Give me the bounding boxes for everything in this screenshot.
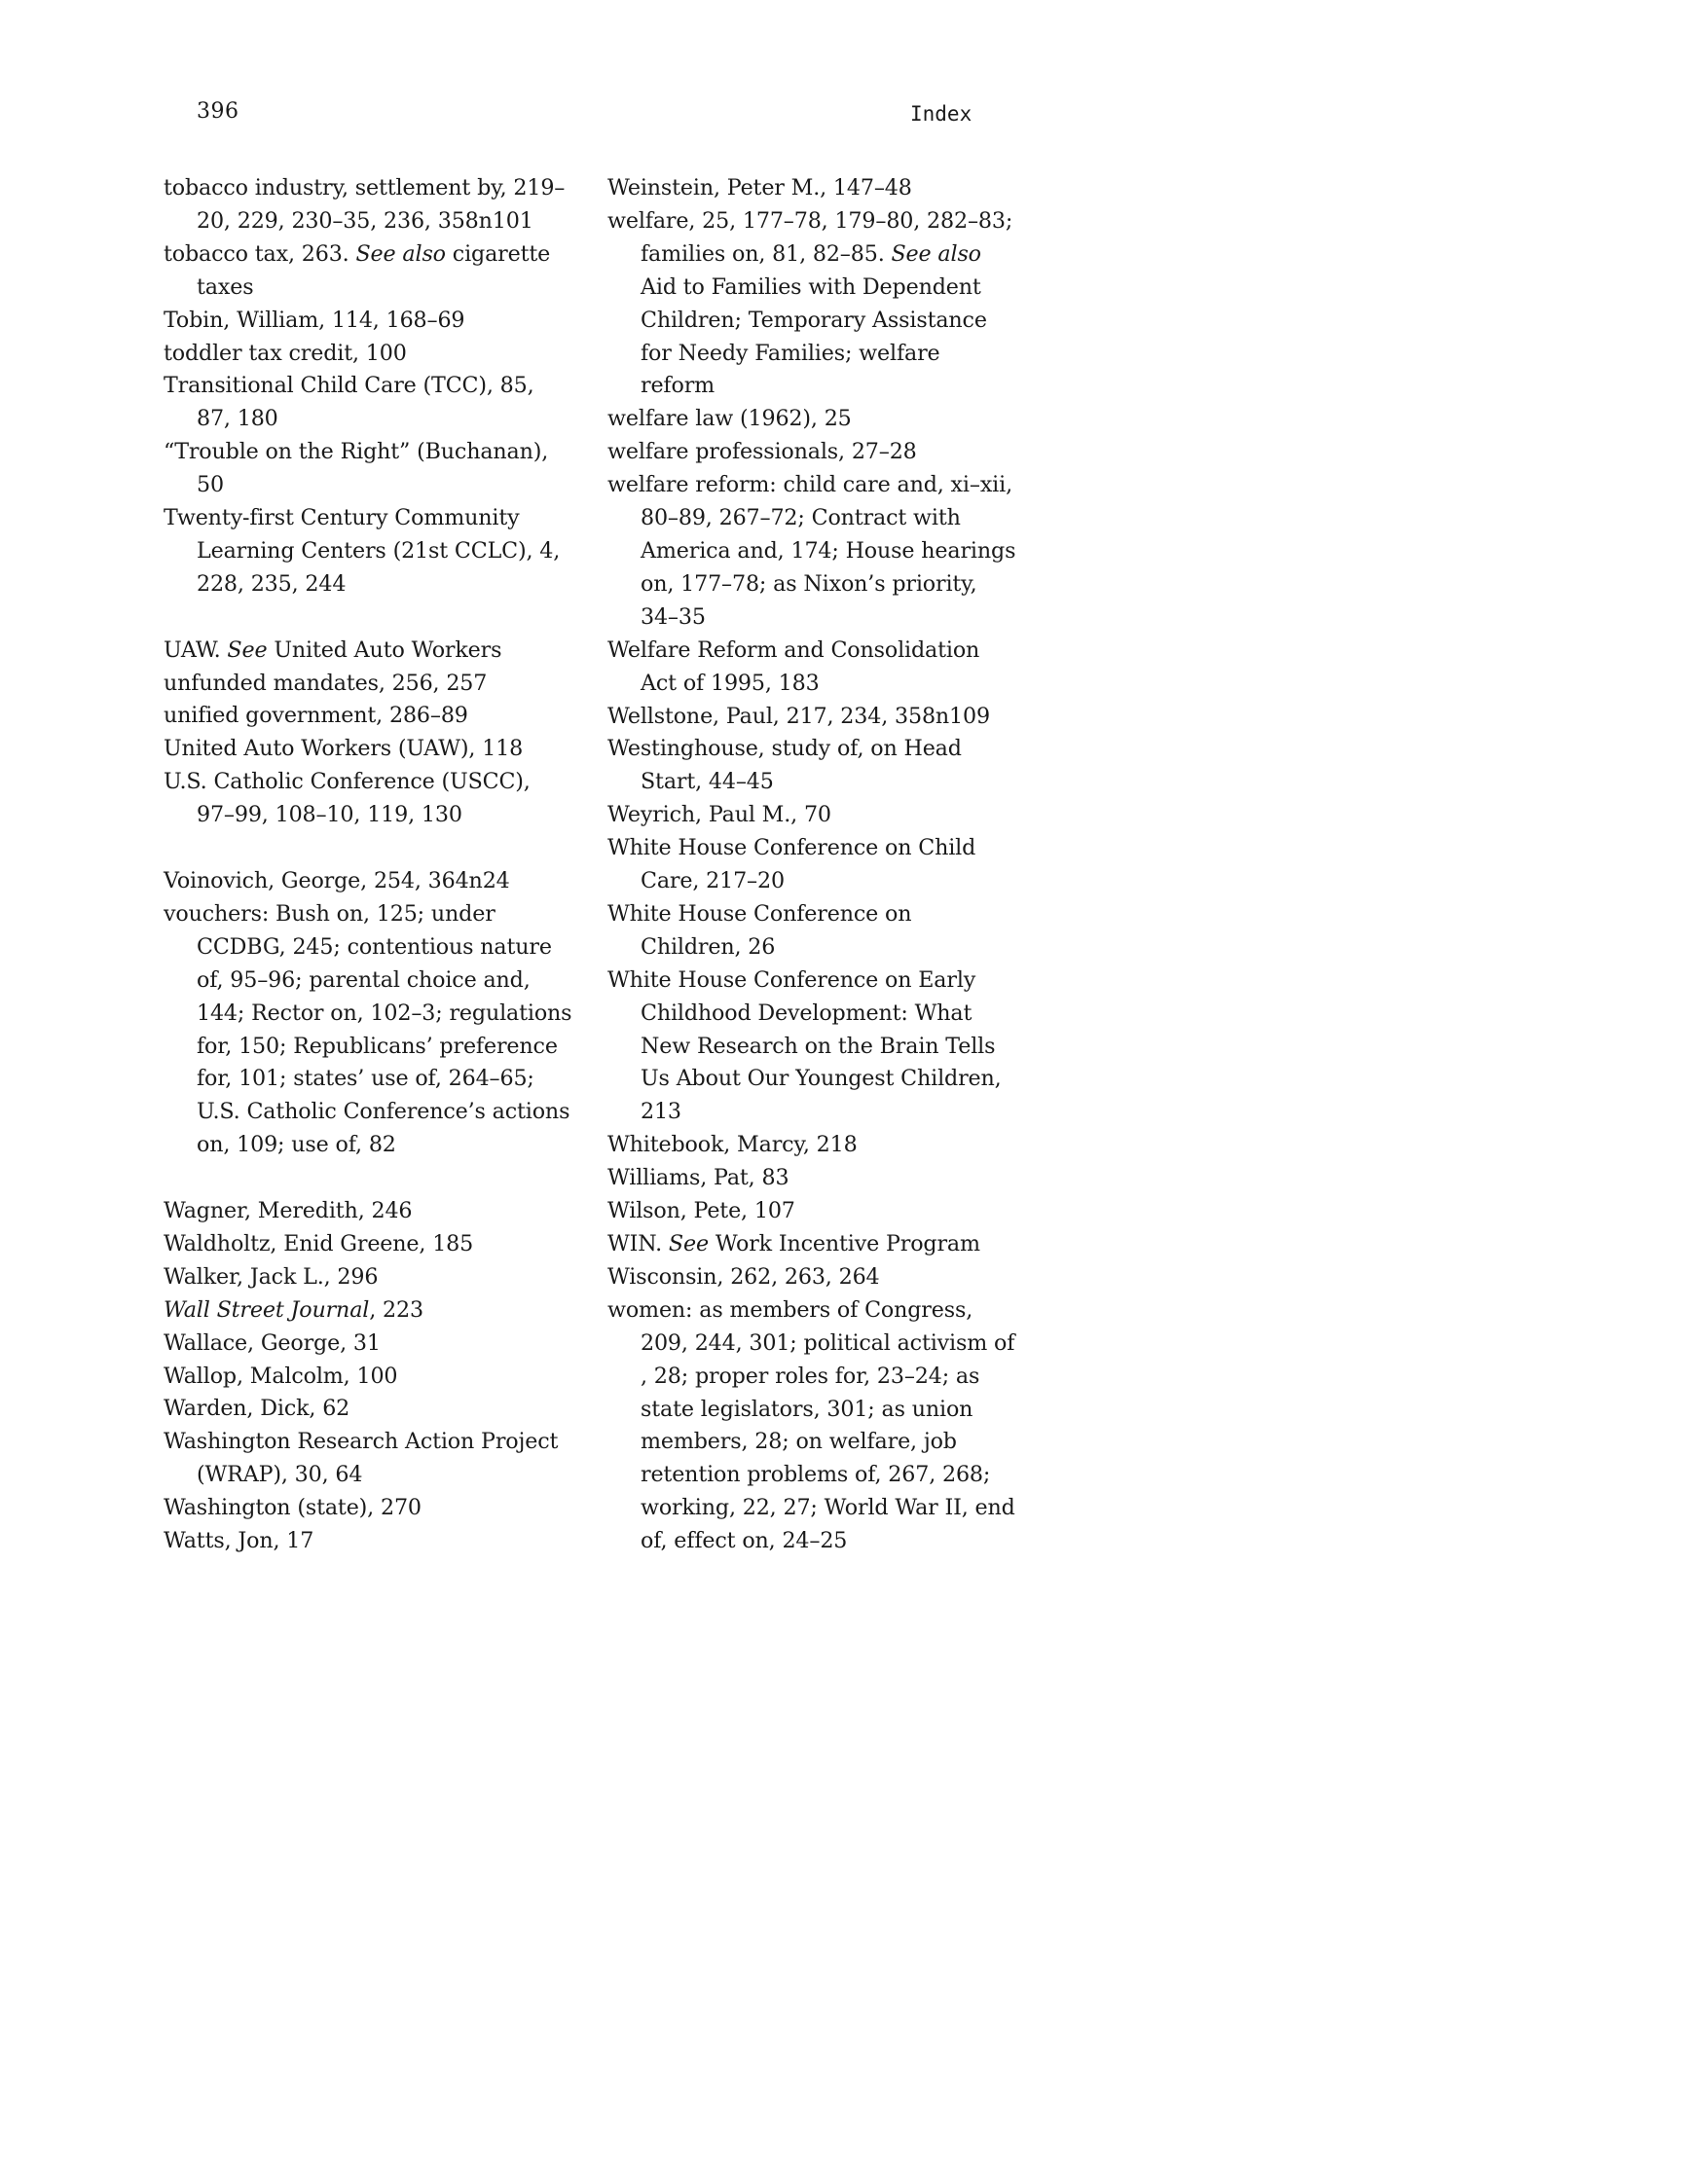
index-entry-text: Whitebook, Marcy, 218 xyxy=(607,1132,858,1158)
index-entry-text: Weinstein, Peter M., 147–48 xyxy=(607,175,912,200)
index-entry xyxy=(164,1426,572,1492)
index-entry-text: unified government, 286–89 xyxy=(164,703,468,729)
index-entry-text: welfare professionals, 27–28 xyxy=(607,439,917,465)
index-entry-italic-text: See also xyxy=(891,240,981,267)
index-entry-text: Tobin, William, 114, 168–69 xyxy=(164,307,465,333)
index-entry-text: cigarette taxes xyxy=(197,240,551,300)
index-entry xyxy=(164,1328,572,1361)
index-entry-text: UAW. xyxy=(164,637,228,663)
index-entry xyxy=(607,635,1016,701)
index-entry-text: Wellstone, Paul, 217, 234, 358n109 xyxy=(607,703,990,729)
index-entry xyxy=(164,865,572,898)
index-entry xyxy=(607,172,1016,205)
index-entry-text: Work Incentive Program xyxy=(708,1231,980,1256)
letter-group-gap xyxy=(164,1162,572,1195)
index-entry xyxy=(607,436,1016,469)
index-entry xyxy=(607,1228,1016,1261)
index-entry-text: Warden, Dick, 62 xyxy=(164,1396,350,1422)
letter-group-gap xyxy=(164,601,572,635)
index-entry-text: Voinovich, George, 254, 364n24 xyxy=(164,868,510,893)
index-entry-text: Westinghouse, study of, on Head Start, 44–45 xyxy=(607,736,962,795)
index-entry-text: Aid to Families with Dependent Children; Temporary Assistance for Needy Families; welfare reform xyxy=(641,273,987,399)
index-entry-text: Weyrich, Paul M., 70 xyxy=(607,802,831,828)
index-entry-text: Watts, Jon, 17 xyxy=(164,1528,314,1554)
index-entry xyxy=(607,1294,1016,1558)
index-column-left xyxy=(164,172,572,1558)
index-entry xyxy=(607,898,1016,965)
index-entry-text: unfunded mandates, 256, 257 xyxy=(164,670,488,696)
index-entry-text: welfare reform: child care and, xi–xii, 80–89, 267–72; Contract with America and, 174; House hearings on, 177–78; as Nixon’s priority, 34–35 xyxy=(607,472,1016,630)
index-entry xyxy=(164,733,572,766)
index-entry-text: Washington Research Action Project (WRAP), 30, 64 xyxy=(164,1429,559,1488)
index-entry xyxy=(607,832,1016,898)
index-entry xyxy=(164,1361,572,1394)
index-entry xyxy=(164,1393,572,1426)
index-entry xyxy=(164,338,572,371)
index-entry xyxy=(164,700,572,733)
running-head: Index xyxy=(910,102,972,126)
index-entry xyxy=(164,635,572,668)
index-entry xyxy=(164,1492,572,1525)
page-number: 396 xyxy=(197,99,239,124)
index-entry xyxy=(164,370,572,436)
index-entry-text: WIN. xyxy=(607,1231,669,1256)
index-entry xyxy=(164,1261,572,1294)
index-entry-text: United Auto Workers (UAW), 118 xyxy=(164,736,524,762)
index-entry xyxy=(164,1228,572,1261)
index-entry xyxy=(607,965,1016,1130)
index-entry xyxy=(607,1195,1016,1228)
index-entry-text: Wagner, Meredith, 246 xyxy=(164,1198,413,1224)
index-entry-text: Washington (state), 270 xyxy=(164,1495,422,1521)
index-entry xyxy=(607,403,1016,436)
index-entry xyxy=(164,898,572,1162)
index-entry xyxy=(607,1162,1016,1195)
index-entry-text: welfare law (1962), 25 xyxy=(607,406,852,432)
index-entry-text: Williams, Pat, 83 xyxy=(607,1165,789,1191)
index-entry-text: “Trouble on the Right” (Buchanan), 50 xyxy=(164,439,549,498)
index-entry-italic-text: See also xyxy=(355,240,446,267)
index-entry xyxy=(607,799,1016,832)
index-entry-text: women: as members of Congress, 209, 244, 301; political activism of , 28; proper roles for, 23–24; as state legislators, 301; as union members, 28; on welfare, job retention problems of, 267, 268; working, 22, 27; World War II, end of, effect on, 24–25 xyxy=(607,1296,1015,1554)
index-entry-text: Wisconsin, 262, 263, 264 xyxy=(607,1263,880,1290)
index-entry-text: Waldholtz, Enid Greene, 185 xyxy=(164,1230,474,1256)
index-entry-text: Transitional Child Care (TCC), 85, 87, 180 xyxy=(164,373,534,432)
index-entry xyxy=(607,1129,1016,1162)
index-entry-text: Welfare Reform and Consolidation Act of 1995, 183 xyxy=(607,637,980,696)
index-entry-text: Wallop, Malcolm, 100 xyxy=(164,1363,398,1389)
index-entry xyxy=(164,305,572,338)
index-entry-text: White House Conference on Early Childhood Development: What New Research on the Brain Tells Us About Our Youngest Children, 213 xyxy=(607,966,1002,1125)
index-entry-text: White House Conference on Child Care, 217–20 xyxy=(607,835,976,894)
index-entry xyxy=(607,205,1016,403)
index-entry-text: U.S. Catholic Conference (USCC), 97–99, 108–10, 119, 130 xyxy=(164,769,531,828)
index-entry-text: Wallace, George, 31 xyxy=(164,1329,381,1356)
index-entry-text: tobacco tax, 263. xyxy=(164,240,356,267)
index-entry-text: Walker, Jack L., 296 xyxy=(164,1263,379,1290)
index-entry xyxy=(607,469,1016,635)
index-column-right xyxy=(607,172,1016,1558)
index-entry-text: Wilson, Pete, 107 xyxy=(607,1198,795,1224)
index-entry xyxy=(164,1294,572,1328)
index-entry-text: White House Conference on Children, 26 xyxy=(607,900,912,960)
index-entry-italic-text: See xyxy=(227,637,268,663)
index-entry xyxy=(164,436,572,502)
index-entry xyxy=(164,502,572,601)
index-entry-text: toddler tax credit, 100 xyxy=(164,340,407,366)
index-entry xyxy=(164,668,572,701)
index-entry-text: United Auto Workers xyxy=(267,637,502,663)
index-entry-text: tobacco industry, settlement by, 219–20, 229, 230–35, 236, 358n101 xyxy=(164,175,566,234)
index-entry xyxy=(164,1525,572,1558)
letter-group-gap xyxy=(164,832,572,865)
index-entry xyxy=(607,733,1016,799)
index-entry xyxy=(607,1261,1016,1294)
index-entry xyxy=(164,1195,572,1228)
index-entry xyxy=(164,766,572,832)
index-entry xyxy=(607,701,1016,734)
index-entry xyxy=(164,172,572,238)
index-entry-italic-text: See xyxy=(668,1231,709,1256)
index-entry-text: , 223 xyxy=(369,1296,423,1323)
index-entry-text: vouchers: Bush on, 125; under CCDBG, 245; contentious nature of, 95–96; parental choice and, 144; Rector on, 102–3; regulations for, 150; Republicans’ preference for, 101; states’ use of, 264–65; U.S. Catholic Conference’s actions on, 109; use of, 82 xyxy=(164,900,572,1158)
index-entry-italic-text: Wall Street Journal xyxy=(164,1296,370,1323)
index-entry-text: welfare, 25, 177–78, 179–80, 282–83; families on, 81, 82–85. xyxy=(607,207,1013,267)
index-entry-text: Twenty-first Century Community Learning Centers (21st CCLC), 4, 228, 235, 244 xyxy=(164,505,561,597)
index-entry xyxy=(164,238,572,305)
